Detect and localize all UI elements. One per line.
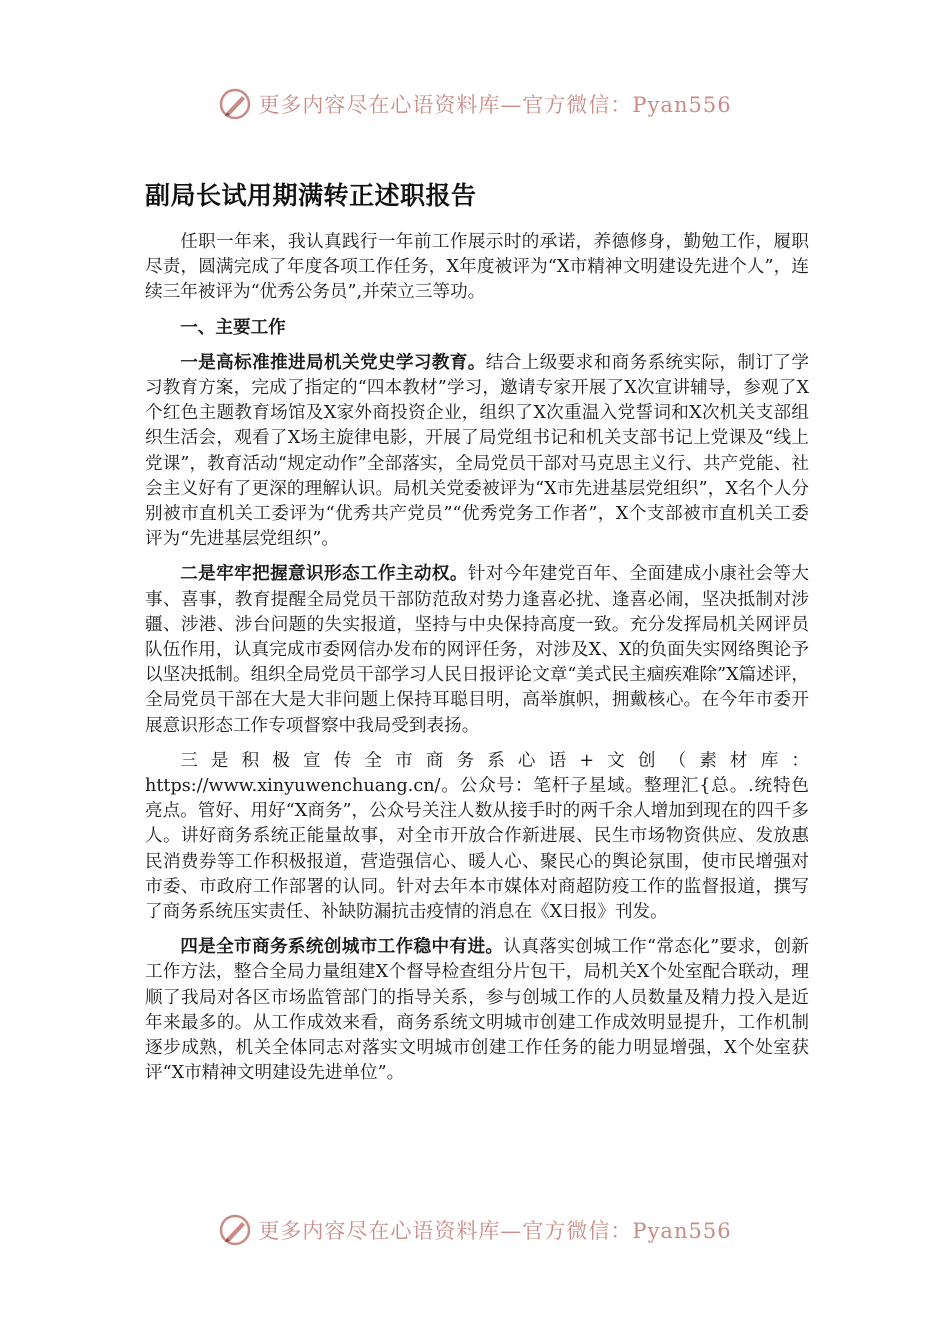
watermark-banner-top xyxy=(0,84,950,124)
work-item-body: 三是积极宣传全市商务系心语+文创（素材库：https://www.xinyuwenchuang.cn/。公众号：笔杆子星域。整理汇{总。.统特色亮点。管好、用好“X商务”，公众号关注人数从接手时的两千余人增加到现在的四千多人。讲好商务系统正能量故事，对全市开放合作新进展、民生市场物资供应、发放惠民消费券等工作积极报道，营造强信心、暖人心、聚民心的舆论氛围，使市民增强对市委、市政府工作部署的认同。针对去年本市媒体对商超防疫工作的监督报道，撰写了商务系统压实责任、补缺防漏抗击疫情的消息在《X日报》刊发。 xyxy=(145,750,809,923)
work-item-lead: 二是牢牢把握意识形态工作主动权。 xyxy=(180,564,468,585)
watermark-text: 更多内容尽在心语资料库—官方微信：Pyan556 xyxy=(258,93,732,117)
work-item-body: 针对今年建党百年、全面建成小康社会等大事、喜事，教育提醒全局党员干部防范敌对势力逢喜必扰、逢喜必闹，坚决抵制对涉疆、涉港、涉台问题的失实报道，坚持与中央保持高度一致。充分发挥局机关网评员队伍作用，认真完成市委网信办发布的网评任务，对涉及X、X的负面失实网络舆论予以坚决抵制。组织全局党员干部学习人民日报评论文章“美式民主痼疾难除”X篇述评，全局党员干部在大是大非问题上保持耳聪目明，高举旗帜，拥戴核心。在今年市委开展意识形态工作专项督察中我局受到表扬。 xyxy=(145,564,809,736)
watermark-text: 更多内容尽在心语资料库—官方微信：Pyan556 xyxy=(258,1219,732,1243)
work-item-body: 结合上级要求和商务系统实际，制订了学习教育方案，完成了指定的“四本教材”学习，邀请专家开展了X次宣讲辅导，参观了X个红色主题教育场馆及X家外商投资企业，组织了X次重温入党誓词和X次机关支部组织生活会，观看了X场主旋律电影，开展了局党组书记和机关支部书记上党课及“线上党课”，教育活动“规定动作”全部落实，全局党员干部对马克思主义行、共产党能、社会主义好有了更深的理解认识。局机关党委被评为“X市先进基层党组织”，X名个人分别被市直机关工委评为“优秀共产党员”“优秀党务工作者”，X个支部被市直机关工委评为“先进基层党组织”。 xyxy=(145,352,809,550)
work-item-body: 认真落实创城工作“常态化”要求，创新工作方法，整合全局力量组建X个督导检查组分片包干，局机关X个处室配合联动，理顺了我局对各区市场监管部门的指导关系，参与创城工作的人员数量及精力投入是近年来最多的。从工作成效来看，商务系统文明城市创建工作成效明显提升，工作机制逐步成熟，机关全体同志对落实文明城市创建工作任务的能力明显增强，X个处室获评“X市精神文明建设先进单位”。 xyxy=(145,937,809,1084)
pen-logo-icon xyxy=(218,1213,252,1247)
work-item-2 xyxy=(145,562,809,738)
work-item-4 xyxy=(145,935,809,1086)
document-body xyxy=(145,176,809,1097)
watermark-banner-bottom xyxy=(0,1210,950,1250)
pen-logo-icon xyxy=(218,87,252,121)
work-item-lead: 四是全市商务系统创城市工作稳中有进。 xyxy=(180,937,504,958)
work-item-lead: 一是高标准推进局机关党史学习教育。 xyxy=(180,352,486,373)
work-item-1 xyxy=(145,351,809,553)
intro-paragraph: 任职一年来，我认真践行一年前工作展示时的承诺，养德修身，勤勉工作，履职尽责，圆满完成了年度各项工作任务，X年度被评为“X市精神文明建设先进个人”，连续三年被评为“优秀公务员”,并荣立三等功。 xyxy=(145,232,809,303)
document-title: 副局长试用期满转正述职报告 xyxy=(145,181,477,210)
section-heading: 一、主要工作 xyxy=(180,317,286,338)
work-item-3 xyxy=(145,749,809,925)
